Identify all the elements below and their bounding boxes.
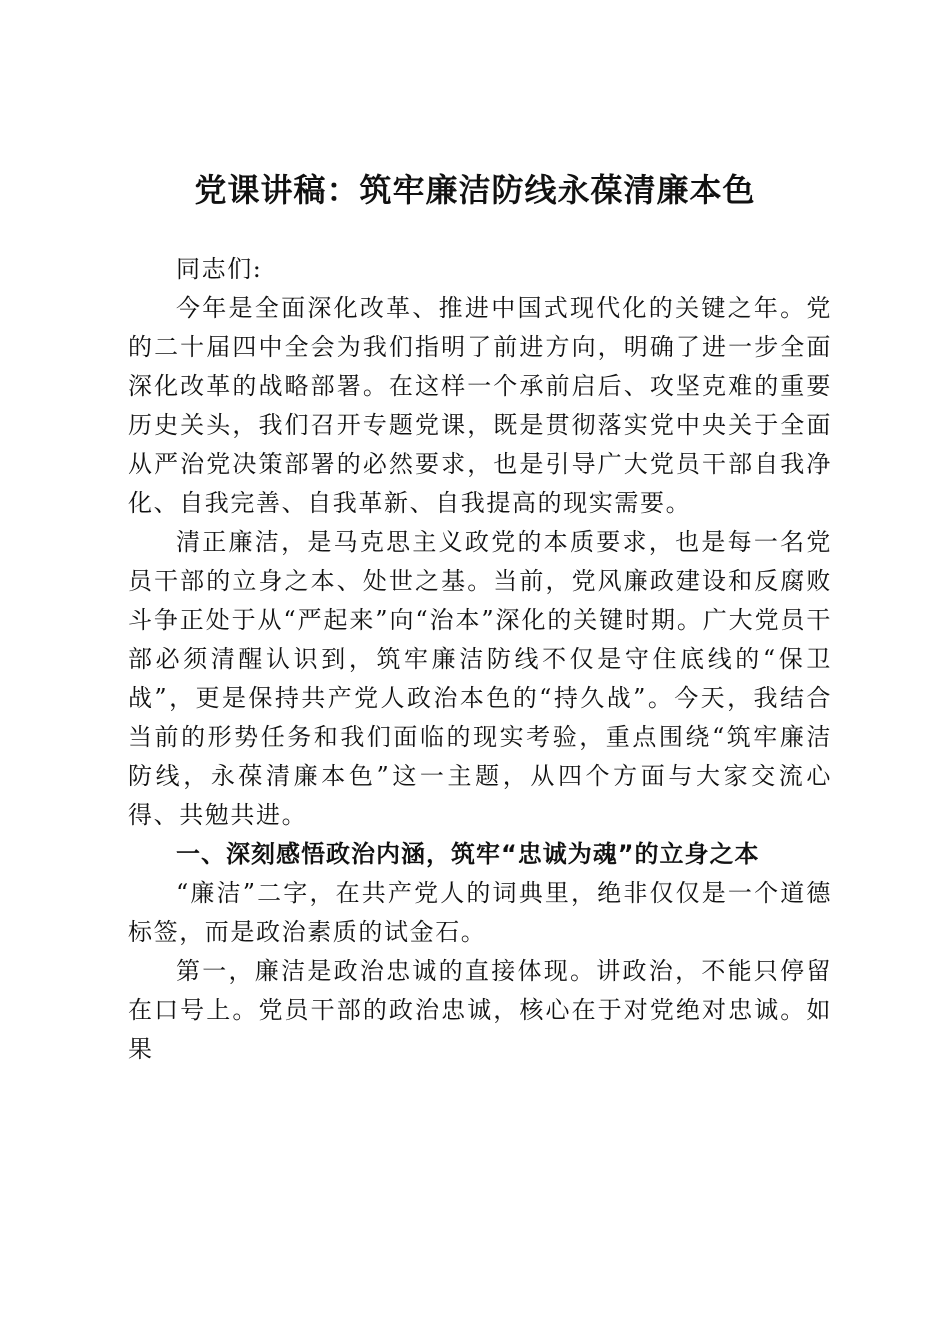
document-title: 党课讲稿：筑牢廉洁防线永葆清廉本色 [194, 171, 756, 209]
document-body [128, 250, 832, 1069]
paragraph-intro: 今年是全面深化改革、推进中国式现代化的关键之年。党的二十届四中全会为我们指明了前进方向，明确了进一步全面深化改革的战略部署。在这样一个承前启后、攻坚克难的重要历史关头，我们召开专题党课，既是贯彻落实党中央关于全面从严治党决策部署的必然要求，也是引导广大党员干部自我净化、自我完善、自我革新、自我提高的现实需要。 [128, 294, 832, 517]
section-paragraph: “廉洁”二字，在共产党人的词典里，绝非仅仅是一个道德标签，而是政治素质的试金石。 [128, 879, 832, 946]
paragraph-theme: 清正廉洁，是马克思主义政党的本质要求，也是每一名党员干部的立身之本、处世之基。当前，党风廉政建设和反腐败斗争正处于从“严起来”向“治本”深化的关键时期。广大党员干部必须清醒认识到，筑牢廉洁防线不仅是守住底线的“保卫战”，更是保持共产党人政治本色的“持久战”。今天，我结合当前的形势任务和我们面临的现实考验，重点围绕“筑牢廉洁防线，永葆清廉本色”这一主题，从四个方面与大家交流心得、共勉共进。 [128, 528, 832, 829]
section-paragraph: 第一，廉洁是政治忠诚的直接体现。讲政治，不能只停留在口号上。党员干部的政治忠诚，核心在于对党绝对忠诚。如果 [128, 957, 832, 1063]
section-heading: 一、深刻感悟政治内涵，筑牢“忠诚为魂”的立身之本 [176, 840, 760, 868]
salutation: 同志们: [176, 255, 263, 283]
